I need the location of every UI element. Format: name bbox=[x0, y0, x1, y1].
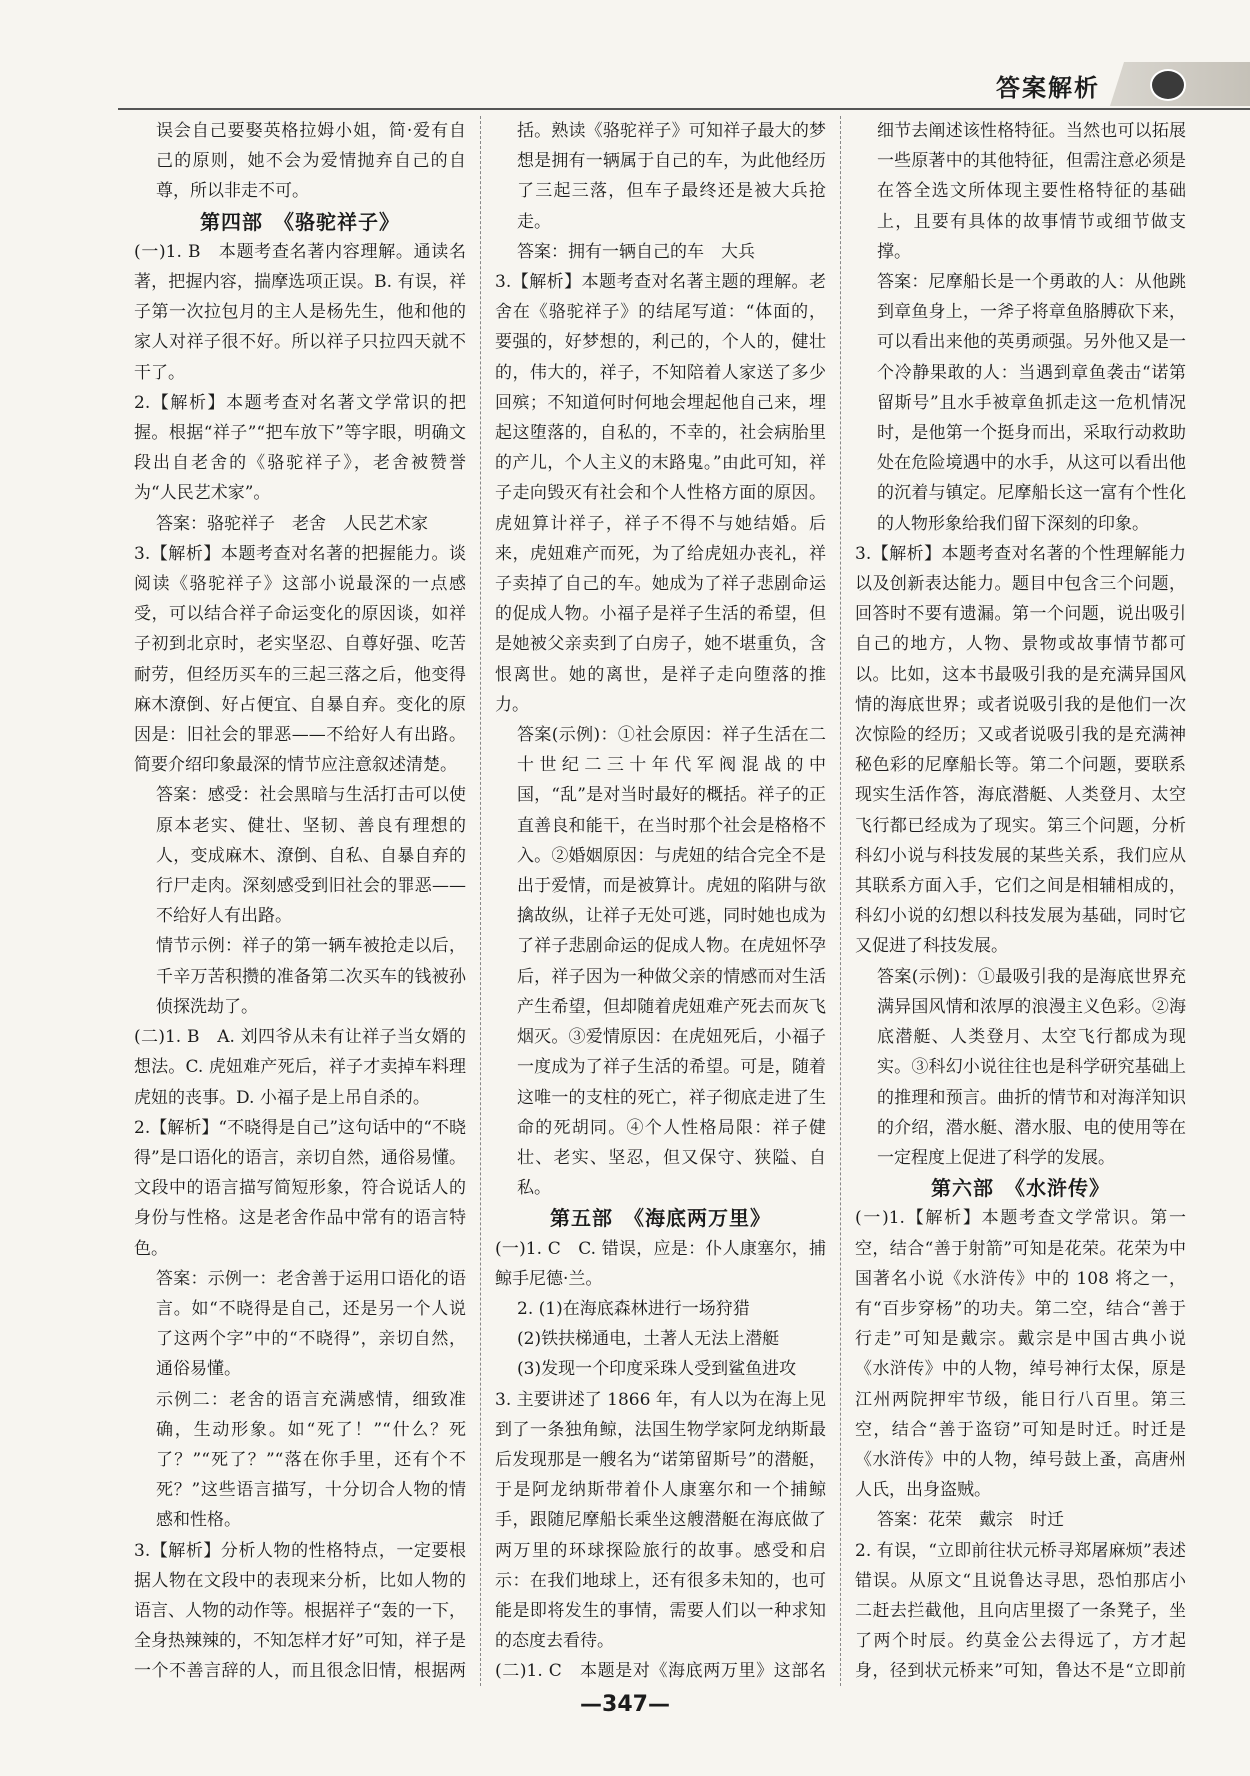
answer-paragraph: (2)铁扶梯通电，土著人无法上潜艇 bbox=[517, 1329, 780, 1350]
answer-paragraph: 3.【解析】本题考查对名著的个性理解能力以及创新表达能力。题目中包含三个问题，回答时不要有遗漏。第一个问题，说出吸引自己的地方，人物、景物或故事情节都可以。比如，这本书最吸引我的是充满异国风情的海底世界；或者说吸引我的是他们一次次惊险的经历；又或者说吸引我的是充满神秘色彩的尼摩船长等。第二个问题，要联系现实生活作答，海底潜艇、人类登月、太空飞行都已经成为了现实。第三个问题，分析科幻小说与科技发展的某些关系，我们应从其联系方面入手，它们之间是相辅相成的，科幻小说的幻想以科技发展为基础，同时它又促进了科技发展。 bbox=[855, 543, 1186, 957]
column-1 bbox=[120, 116, 480, 1686]
column-2 bbox=[480, 116, 840, 1686]
answer-paragraph: 2. 有误，“立即前往状元桥寻郑屠麻烦”表述错误。从原文“且说鲁达寻思，恐怕那店小二赶去拦截他，且向店里掇了一条凳子，坐了两个时辰。约莫金公去得远了，方才起身，径到状元桥来”可知，鲁达不是“立即前 bbox=[855, 1540, 1186, 1682]
answer-paragraph: 情节示例：祥子的第一辆车被抢走以后，千辛万苦积攒的准备第二次买车的钱被孙侦探洗劫了。 bbox=[156, 936, 466, 1017]
answer-paragraph: 括。熟读《骆驼祥子》可知祥子最大的梦想是拥有一辆属于自己的车，为此他经历了三起三落，但车子最终还是被大兵抢走。 bbox=[517, 121, 826, 232]
answer-paragraph: 3.【解析】本题考查对名著的把握能力。谈阅读《骆驼祥子》这部小说最深的一点感受，可以结合祥子命运变化的原因谈，如祥子初到北京时，老实坚忍、自尊好强、吃苦耐劳，但经历买车的三起三落之后，他变得麻木潦倒、好占便宜、自暴自弃。变化的原因是：旧社会的罪恶——不给好人有出路。简要介绍印象最深的情节应注意叙述清楚。 bbox=[134, 543, 466, 776]
header-rule bbox=[118, 108, 1250, 110]
answer-paragraph: 答案：花荣 戴宗 时迁 bbox=[877, 1510, 1064, 1531]
answer-paragraph: (二)1. B A. 刘四爷从未有让祥子当女婿的想法。C. 虎妞难产死后，祥子才卖掉车料理虎妞的丧事。D. 小福子是上吊自杀的。 bbox=[134, 1027, 466, 1108]
answer-paragraph: 答案：骆驼祥子 老舍 人民艺术家 bbox=[156, 513, 428, 534]
answer-paragraph: 答案：示例一：老舍善于运用口语化的语言。如“不晓得是自己，还是另一个人说了这两个字”中的“不晓得”，亲切自然，通俗易懂。 bbox=[156, 1268, 466, 1380]
eye-icon bbox=[1150, 69, 1186, 101]
answer-paragraph: 2. (1)在海底森林进行一场狩猎 bbox=[517, 1298, 750, 1319]
section-title: 第五部 《海底两万里》 bbox=[550, 1206, 771, 1231]
header-title: 答案解析 bbox=[996, 74, 1100, 102]
answer-paragraph: (3)发现一个印度采珠人受到鲨鱼进攻 bbox=[517, 1359, 797, 1380]
answer-paragraph: 答案：尼摩船长是一个勇敢的人：从他跳到章鱼身上，一斧子将章鱼胳膊砍下来，可以看出来他的英勇顽强。另外他又是一个冷静果敢的人：当遇到章鱼袭击“诺第留斯号”且水手被章鱼抓走这一危机情况时，是他第一个挺身而出，采取行动救助处在危险境遇中的水手，从这可以看出他的沉着与镇定。尼摩船长这一富有个性化的人物形象给我们留下深刻的印象。 bbox=[877, 272, 1186, 534]
answer-paragraph: 3. 主要讲述了 1866 年，有人以为在海上见到了一条独角鲸，法国生物学家阿龙纳斯最后发现那是一艘名为“诺第留斯号”的潜艇，于是阿龙纳斯带着仆人康塞尔和一个捕鲸手，跟随尼摩船长乘坐这艘潜艇在海底做了两万里的环球探险旅行的故事。感受和启示：在我们地球上，还有很多未知的，也可能是即将发生的事情，需要人们以一种求知的态度去看待。 bbox=[495, 1389, 826, 1652]
column-3 bbox=[840, 116, 1200, 1686]
answer-columns bbox=[120, 116, 1200, 1686]
answer-paragraph: 细节去阐述该性格特征。当然也可以拓展一些原著中的其他特征，但需注意必须是在答全选文所体现主要性格特征的基础上，且要有具体的故事情节或细节做支撑。 bbox=[877, 121, 1186, 262]
page-header bbox=[0, 62, 1250, 112]
answer-paragraph: (二)1. C 本题是对《海底两万里》这部名 bbox=[495, 1661, 826, 1682]
section-title: 第六部 《水浒传》 bbox=[931, 1176, 1110, 1201]
answer-paragraph: (一)1.【解析】本题考查文学常识。第一空，结合“善于射箭”可知是花荣。花荣为中国著名小说《水浒传》中的 108 将之一，有“百步穿杨”的功夫。第二空，结合“善于行走”可知是戴宗。戴宗是中国古典小说《水浒传》中的人物，绰号神行太保，原是江州两院押牢节级，能日行八百里。第三空，结合“善于盗窃”可知是时迁。时迁是《水浒传》中的人物，绰号鼓上蚤，高唐州人氏，出身盗贼。 bbox=[855, 1208, 1186, 1501]
page-number: —347— bbox=[580, 1692, 670, 1717]
answer-paragraph: 2.【解析】本题考查对名著文学常识的把握。根据“祥子”“把车放下”等字眼，明确文段出自老舍的《骆驼祥子》，老舍被赞誉为“人民艺术家”。 bbox=[134, 392, 466, 504]
answer-paragraph: 答案：感受：社会黑暗与生活打击可以使原本老实、健壮、坚韧、善良有理想的人，变成麻木、潦倒、自私、自暴自弃的行尸走肉。深刻感受到旧社会的罪恶——不给好人有出路。 bbox=[156, 785, 466, 927]
answer-paragraph: 答案(示例)：①社会原因：祥子生活在二十世纪二三十年代军阀混战的中国，“乱”是对当时最好的概括。祥子的正直善良和能干，在当时那个社会是格格不入。②婚姻原因：与虎妞的结合完全不是出于爱情，而是被算计。虎妞的陷阱与欲擒故纵，让祥子无处可逃，同时她也成为了祥子悲剧命运的促成人物。在虎妞怀孕后，祥子因为一种做父亲的情感而对生活产生希望，但却随着虎妞难产死去而灰飞烟灭。③爱情原因：在虎妞死后，小福子一度成为了祥子生活的希望。可是，随着这唯一的支柱的死亡，祥子彻底走进了生命的死胡同。④个人性格局限：祥子健壮、老实、坚忍，但又保守、狭隘、自私。 bbox=[517, 725, 826, 1199]
answer-paragraph: (一)1. B 本题考查名著内容理解。通读名著，把握内容，揣摩选项正误。B. 有误，祥子第一次拉包月的主人是杨先生，他和他的家人对祥子很不好。所以祥子只拉四天就不干了。 bbox=[134, 241, 466, 383]
answer-paragraph: 3.【解析】分析人物的性格特点，一定要根据人物在文段中的表现来分析，比如人物的语言、人物的动作等。根据祥子“轰的一下，全身热辣辣的，不知怎样才好”可知，祥子是一个不善言辞的人，而且很念旧情，根据两 bbox=[134, 1540, 466, 1682]
section-title: 第四部 《骆驼祥子》 bbox=[200, 209, 400, 234]
answer-paragraph: 答案(示例)：①最吸引我的是海底世界充满异国风情和浓厚的浪漫主义色彩。②海底潜艇、人类登月、太空飞行都成为现实。③科幻小说往往也是科学研究基础上的推理和预言。曲折的情节和对海洋知识的介绍，潜水艇、潜水服、电的使用等在一定程度上促进了科学的发展。 bbox=[877, 966, 1186, 1168]
answer-paragraph: 误会自己要娶英格拉姆小姐，简·爱有自己的原则，她不会为爱情抛弃自己的自尊，所以非走不可。 bbox=[156, 121, 466, 202]
answer-paragraph: 3.【解析】本题考查对名著主题的理解。老舍在《骆驼祥子》的结尾写道：“体面的，要强的，好梦想的，利己的，个人的，健壮的，伟大的，祥子，不知陪着人家送了多少回殡；不知道何时何地会埋起他自己来，埋起这堕落的，自私的，不幸的，社会病胎里的产儿，个人主义的末路鬼。”由此可知，祥子走向毁灭有社会和个人性格方面的原因。虎妞算计祥子，祥子不得不与她结婚。后来，虎妞难产而死，为了给虎妞办丧礼，祥子卖掉了自己的车。她成为了祥子悲剧命运的促成人物。小福子是祥子生活的希望，但是她被父亲卖到了白房子，她不堪重负，含恨离世。她的离世，是祥子走向堕落的推力。 bbox=[495, 272, 826, 715]
answer-paragraph: 示例二：老舍的语言充满感情，细致准确，生动形象。如“死了！”“什么？死了？”“死了？”“落在你手里，还有个不死？”这些语言描写，十分切合人物的情感和性格。 bbox=[156, 1389, 466, 1531]
answer-paragraph: (一)1. C C. 错误，应是：仆人康塞尔，捕鲸手尼德·兰。 bbox=[495, 1238, 826, 1289]
answer-paragraph: 答案：拥有一辆自己的车 大兵 bbox=[517, 241, 755, 262]
answer-paragraph: 2.【解析】“不晓得是自己”这句话中的“不晓得”是口语化的语言，亲切自然，通俗易懂。文段中的语言描写简短形象，符合说话人的身份与性格。这是老舍作品中常有的语言特色。 bbox=[134, 1117, 466, 1259]
